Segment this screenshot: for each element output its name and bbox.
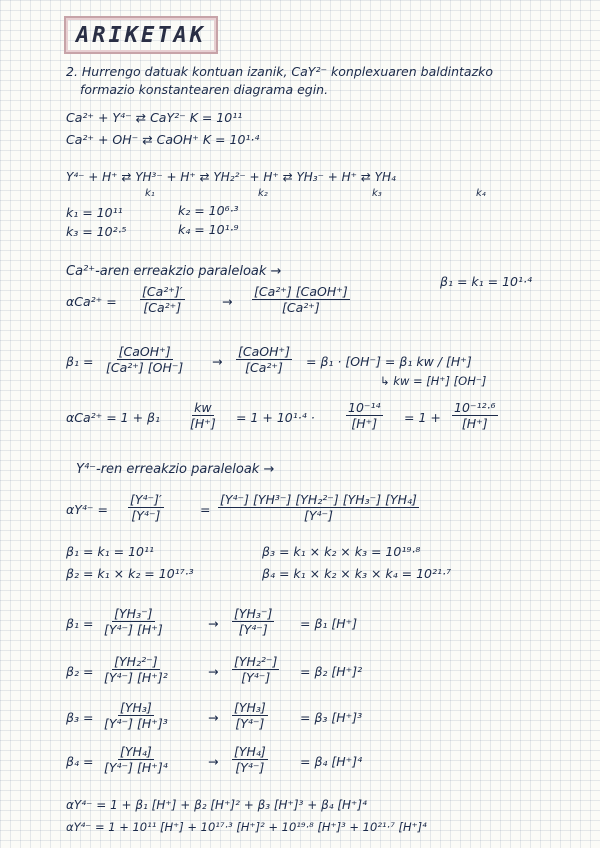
beta2-row-fraction-rearranged bbox=[232, 654, 279, 685]
beta4-row-fraction bbox=[102, 744, 170, 775]
beta-ca-lhs: β₁ = bbox=[66, 354, 94, 369]
beta1-row-arrow: → bbox=[208, 616, 219, 631]
alpha-ca-final-frac-2 bbox=[346, 400, 383, 431]
alpha-y-numerator: [Y⁴⁻]′ bbox=[130, 492, 162, 507]
alpha-ca-final-num-2: 10⁻¹⁴ bbox=[348, 400, 381, 415]
alpha-y-fraction-expanded bbox=[218, 492, 419, 523]
alpha-ca-final-num-1: kw bbox=[194, 400, 212, 415]
beta4-row-lhs: β₄ = bbox=[66, 754, 94, 769]
calcium-section-heading: Ca²⁺-aren erreakzio paraleloak → bbox=[66, 264, 282, 279]
beta1-row-fraction-rearranged bbox=[232, 606, 274, 637]
alpha-ca-denominator: [Ca²⁺] bbox=[143, 300, 182, 315]
beta2-row-fraction bbox=[102, 654, 170, 685]
beta1-row-lhs: β₁ = bbox=[66, 616, 94, 631]
alpha-ca-final-mid: = 1 + 10¹·⁴ · bbox=[236, 410, 315, 425]
alpha-y-fraction bbox=[128, 492, 164, 523]
beta3-row-result: = β₃ [H⁺]³ bbox=[300, 710, 363, 725]
beta3-row-numerator: [YH₃] bbox=[119, 700, 152, 715]
beta4-row-denominator-rearranged: [Y⁴⁻] bbox=[235, 760, 265, 775]
alpha-ca-fraction-expanded bbox=[252, 284, 350, 315]
beta1-row-numerator-rearranged: [YH₃⁻] bbox=[234, 606, 273, 621]
alpha-y-numerator-expanded: [Y⁴⁻] [YH³⁻] [YH₂²⁻] [YH₃⁻] [YH₄] bbox=[220, 492, 417, 507]
beta3-row-lhs: β₃ = bbox=[66, 710, 94, 725]
beta-ca-result: = β₁ · [OH⁻] = β₁ kw / [H⁺] bbox=[306, 354, 472, 369]
beta4-row-numerator-rearranged: [YH₄] bbox=[234, 744, 266, 759]
alpha-ca-final-den-2: [H⁺] bbox=[351, 416, 378, 431]
beta1-definition: β₁ = k₁ = 10¹¹ bbox=[66, 544, 155, 559]
k4-arrow-label: k₄ bbox=[476, 188, 486, 199]
alpha-ca-lhs: αCa²⁺ = bbox=[66, 294, 117, 309]
beta1-row-fraction bbox=[102, 606, 165, 637]
alpha-ca-fraction bbox=[140, 284, 185, 315]
equilibrium-hydroxo: Ca²⁺ + OH⁻ ⇄ CaOH⁺ K = 10¹·⁴ bbox=[66, 132, 260, 147]
beta3-row-numerator-rearranged: [YH₃] bbox=[234, 700, 266, 715]
alpha-ca-final-den-3: [H⁺] bbox=[461, 416, 488, 431]
alpha-ca-final-lhs: αCa²⁺ = 1 + β₁ bbox=[66, 410, 161, 425]
k2-value: k₂ = 10⁶·³ bbox=[178, 203, 239, 218]
beta-ca-numerator: [CaOH⁺] bbox=[118, 344, 171, 359]
beta4-row-arrow: → bbox=[208, 754, 219, 769]
beta3-row-fraction-rearranged bbox=[232, 700, 268, 731]
beta1-row-numerator: [YH₃⁻] bbox=[114, 606, 153, 621]
beta3-row-arrow: → bbox=[208, 710, 219, 725]
beta-ca-fraction bbox=[104, 344, 185, 375]
alpha-ca-numerator-expanded: [Ca²⁺] [CaOH⁺] bbox=[254, 284, 348, 299]
beta4-row-fraction-rearranged bbox=[232, 744, 268, 775]
beta3-row-denominator-rearranged: [Y⁴⁻] bbox=[235, 716, 265, 731]
alpha-y-lhs: αY⁴⁻ = bbox=[66, 502, 108, 517]
beta3-row-fraction bbox=[102, 700, 170, 731]
beta-ca-numerator-rearranged: [CaOH⁺] bbox=[238, 344, 290, 359]
alpha-y-final-numeric: αY⁴⁻ = 1 + 10¹¹ [H⁺] + 10¹⁷·³ [H⁺]² + 10¹⁹·⁸ [H⁺]³ + 10²¹·⁷ [H⁺]⁴ bbox=[66, 820, 427, 834]
alpha-ca-final-frac-3 bbox=[452, 400, 498, 431]
k1-arrow-label: k₁ bbox=[145, 188, 155, 199]
beta1-row-denominator-rearranged: [Y⁴⁻] bbox=[238, 622, 268, 637]
problem-statement-line-2: formazio konstantearen diagrama egin. bbox=[80, 82, 329, 97]
beta4-definition: β₄ = k₁ × k₂ × k₃ × k₄ = 10²¹·⁷ bbox=[262, 566, 452, 581]
beta-ca-denominator-rearranged: [Ca²⁺] bbox=[245, 360, 283, 375]
beta2-row-arrow: → bbox=[208, 664, 219, 679]
page-title: ARIKETAK bbox=[76, 22, 206, 48]
protonation-chain: Y⁴⁻ + H⁺ ⇄ YH³⁻ + H⁺ ⇄ YH₂²⁻ + H⁺ ⇄ YH₃⁻ + H⁺ ⇄ YH₄ bbox=[66, 170, 396, 184]
k1-value: k₁ = 10¹¹ bbox=[66, 205, 123, 220]
beta1-row-denominator: [Y⁴⁻] [H⁺] bbox=[104, 622, 163, 637]
alpha-y-equals: = bbox=[200, 502, 211, 517]
beta2-row-numerator: [YH₂²⁻] bbox=[114, 654, 158, 669]
alpha-y-final-general: αY⁴⁻ = 1 + β₁ [H⁺] + β₂ [H⁺]² + β₃ [H⁺]³ + β₄ [H⁺]⁴ bbox=[66, 798, 367, 812]
beta-ca-denominator: [Ca²⁺] [OH⁻] bbox=[106, 360, 184, 375]
beta2-row-denominator: [Y⁴⁻] [H⁺]² bbox=[104, 670, 168, 685]
k2-arrow-label: k₂ bbox=[258, 188, 268, 199]
beta2-row-numerator-rearranged: [YH₂²⁻] bbox=[234, 654, 278, 669]
alpha-y-denominator-expanded: [Y⁴⁻] bbox=[303, 508, 333, 523]
beta2-row-result: = β₂ [H⁺]² bbox=[300, 664, 363, 679]
beta2-definition: β₂ = k₁ × k₂ = 10¹⁷·³ bbox=[66, 566, 194, 581]
beta-ca-fraction-rearranged bbox=[236, 344, 292, 375]
k4-value: k₄ = 10¹·⁹ bbox=[178, 222, 239, 237]
alpha-ca-denominator-expanded: [Ca²⁺] bbox=[281, 300, 320, 315]
beta4-row-result: = β₄ [H⁺]⁴ bbox=[300, 754, 363, 769]
beta2-row-denominator-rearranged: [Y⁴⁻] bbox=[241, 670, 271, 685]
beta3-row-denominator: [Y⁴⁻] [H⁺]³ bbox=[104, 716, 168, 731]
kw-note: ↳ kw = [H⁺] [OH⁻] bbox=[380, 374, 487, 388]
beta4-row-denominator: [Y⁴⁻] [H⁺]⁴ bbox=[104, 760, 168, 775]
alpha-ca-final-num-3: 10⁻¹²·⁶ bbox=[454, 400, 496, 415]
alpha-y-denominator: [Y⁴⁻] bbox=[131, 508, 161, 523]
beta2-row-lhs: β₂ = bbox=[66, 664, 94, 679]
alpha-ca-final-den-1: [H⁺] bbox=[190, 416, 216, 431]
beta3-definition: β₃ = k₁ × k₂ × k₃ = 10¹⁹·⁸ bbox=[262, 544, 421, 559]
equilibrium-complex: Ca²⁺ + Y⁴⁻ ⇄ CaY²⁻ K = 10¹¹ bbox=[66, 110, 243, 125]
beta-ca-arrow: → bbox=[212, 354, 223, 369]
k3-arrow-label: k₃ bbox=[372, 188, 382, 199]
calcium-beta-note: β₁ = k₁ = 10¹·⁴ bbox=[440, 274, 532, 289]
k3-value: k₃ = 10²·⁵ bbox=[66, 224, 127, 239]
alpha-ca-final-mid-2: = 1 + bbox=[404, 410, 441, 425]
alpha-ca-numerator: [Ca²⁺]′ bbox=[142, 284, 183, 299]
title-box bbox=[64, 16, 218, 54]
ligand-section-heading: Y⁴⁻-ren erreakzio paraleloak → bbox=[76, 462, 275, 477]
alpha-ca-final-frac-1 bbox=[188, 400, 218, 431]
alpha-ca-arrow: → bbox=[222, 294, 233, 309]
beta1-row-result: = β₁ [H⁺] bbox=[300, 616, 358, 631]
problem-statement-line-1: 2. Hurrengo datuak kontuan izanik, CaY²⁻ konplexuaren baldintazko bbox=[66, 64, 494, 79]
beta4-row-numerator: [YH₄] bbox=[119, 744, 152, 759]
